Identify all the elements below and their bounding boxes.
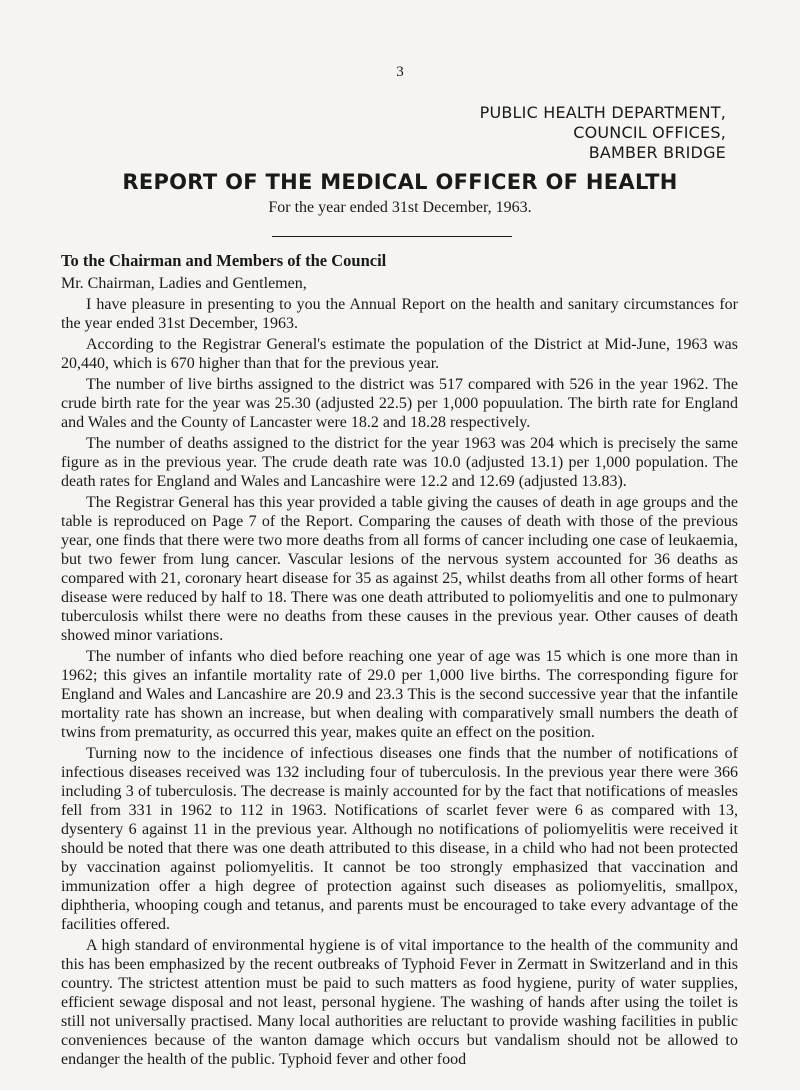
addressee: To the Chairman and Members of the Council <box>61 251 387 270</box>
address-line-town: BAMBER BRIDGE <box>588 143 726 162</box>
salutation: Mr. Chairman, Ladies and Gentlemen, <box>61 275 307 292</box>
department-address <box>480 103 726 163</box>
paragraph-infant-mortality: The number of infants who died before reaching one year of age was 15 which is one more than in 1962; this gives an infantile mortality rate of 29.0 per 1,000 live births. The corresponding figure for England and Wales and Lancashire are 20.9 and 23.3 This is the second successive year that the infantile mortality rate has shown an increase, but when dealing with comparatively small numbers the death of twins from prematurity, as occurred this year, makes quite an effect on the position. <box>61 648 738 741</box>
report-title: REPORT OF THE MEDICAL OFFICER OF HEALTH <box>122 170 678 194</box>
paragraph-population: According to the Registrar General's estimate the population of the District at Mid-June, 1963 was 20,440, which is 670 higher than that for the previous year. <box>61 336 738 372</box>
paragraph-introduction: I have pleasure in presenting to you the Annual Report on the health and sanitary circumstances for the year ended 31st December, 1963. <box>61 296 738 332</box>
paragraph-deaths: The number of deaths assigned to the district for the year 1963 was 204 which is precisely the same figure as in the previous year. The crude death rate was 10.0 (adjusted 13.1) per 1,000 population. The death rates for England and Wales and Lancashire were 12.2 and 12.69 (adjusted 13.83). <box>61 435 738 490</box>
paragraph-infectious-diseases: Turning now to the incidence of infectious diseases one finds that the number of notifications of infectious diseases received was 132 including four of tuberculosis. In the previous year there were 366 including 3 of tuberculosis. The decrease is mainly accounted for by the fact that notifications of measles fell from 331 in 1962 to 112 in 1963. Notifications of scarlet fever were 6 as compared with 13, dysentery 6 against 11 in the previous year. Although no notifications of poliomyelitis were received it should be noted that there was one death attributed to this disease, in a child who had not been protected by vaccination against poliomyelitis. It cannot be too strongly emphasized that vaccination and immunization offer a high degree of protection against such diseases as poliomyelitis, smallpox, diphtheria, whooping cough and tetanus, and parents must be encouraged to take every advantage of the facilities offered. <box>61 745 738 933</box>
address-line-offices: COUNCIL OFFICES, <box>573 123 726 142</box>
paragraph-causes-of-death: The Registrar General has this year provided a table giving the causes of death in age groups and the table is reproduced on Page 7 of the Report. Comparing the causes of death with those of the previous year, one finds that there were two more deaths from all forms of cancer including one case of leukaemia, but two fewer from lung cancer. Vascular lesions of the nervous system accounted for 36 deaths as compared with 21, coronary heart disease for 35 as against 25, whilst deaths from all other forms of heart disease were reduced by half to 18. There was one death attributed to poliomyelitis and one to pulmonary tuberculosis whilst there were no deaths from these causes in the previous year. Other causes of death showed minor variations. <box>61 494 738 644</box>
report-body <box>61 251 738 1071</box>
paragraph-births: The number of live births assigned to the district was 517 compared with 526 in the year 1962. The crude birth rate for the year was 25.30 (adjusted 22.5) per 1,000 popuulation. The birth rate for England and Wales and the County of Lancaster were 18.2 and 18.28 respectively. <box>61 376 738 431</box>
page-number: 3 <box>396 64 404 80</box>
address-line-department: PUBLIC HEALTH DEPARTMENT, <box>479 103 726 122</box>
title-divider <box>272 236 512 237</box>
paragraph-environmental-hygiene: A high standard of environmental hygiene is of vital importance to the health of the community and this has been emphasized by the recent outbreaks of Typhoid Fever in Zermatt in Switzerland and in this country. The strictest attention must be paid to such matters as food hygiene, purity of water supplies, efficient sewage disposal and not least, personal hygiene. The washing of hands after using the toilet is still not universally practised. Many local authorities are reluctant to provide washing facilities in public conveniences because of the wanton damage which occurs but vandalism should not be allowed to endanger the health of the public. Typhoid fever and other food <box>61 937 738 1068</box>
report-subtitle: For the year ended 31st December, 1963. <box>268 199 532 216</box>
